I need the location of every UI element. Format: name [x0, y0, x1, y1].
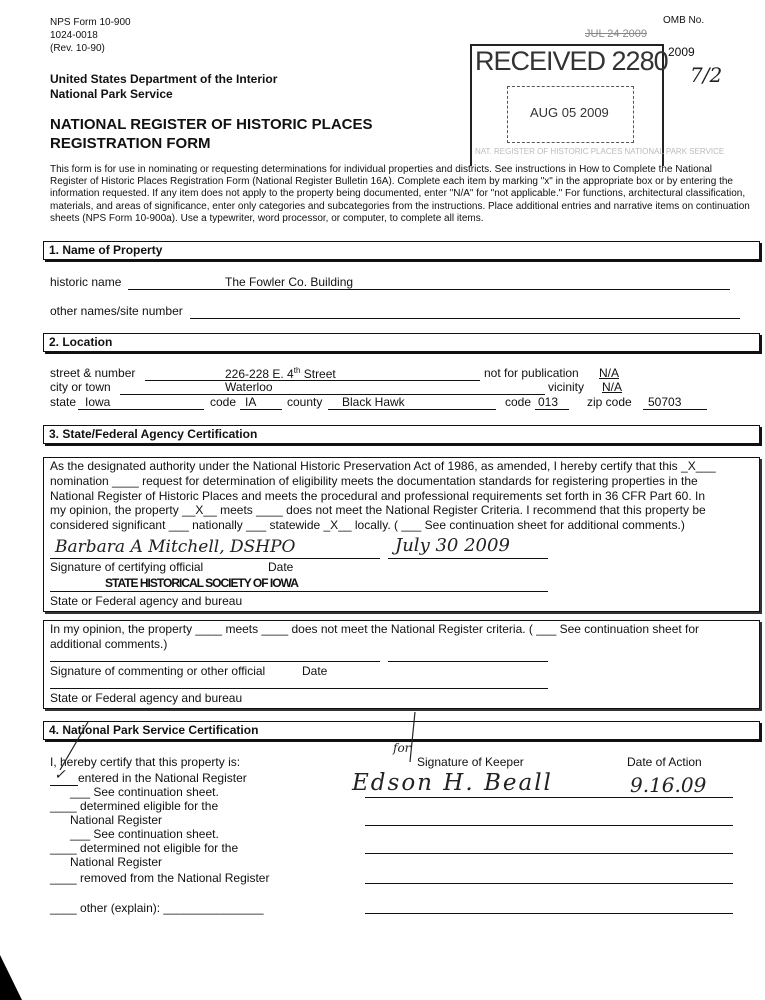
- comment-signature-label: Signature of commenting or other official: [50, 664, 266, 678]
- keeper-line[interactable]: [365, 913, 733, 914]
- comment-agency-field[interactable]: [50, 688, 548, 689]
- code-value: IA: [245, 395, 257, 409]
- see-continuation-1[interactable]: ___ See continuation sheet.: [70, 785, 219, 799]
- stamp-date: AUG 05 2009: [530, 105, 609, 120]
- agency-label: State or Federal agency and bureau: [50, 594, 243, 608]
- handwritten-number: 7/2: [690, 63, 723, 87]
- nps-intro: I, hereby certify that this property is:: [50, 755, 241, 769]
- department: United States Department of the Interior: [50, 72, 278, 86]
- pen-stroke-icon: [60, 712, 430, 772]
- date-label: Date: [268, 560, 294, 574]
- zip-value: 50703: [648, 395, 682, 409]
- section-title: 1. Name of Property: [49, 243, 163, 257]
- section-2-header: [43, 333, 760, 352]
- service: National Park Service: [50, 87, 173, 101]
- comment-agency-label: State or Federal agency and bureau: [50, 691, 243, 705]
- comment-signature-field[interactable]: [50, 661, 380, 662]
- keeper-line[interactable]: [365, 825, 733, 826]
- county-code-label: code: [505, 395, 532, 409]
- state-value: Iowa: [85, 395, 111, 409]
- county-code-value: 013: [538, 395, 559, 409]
- nr-label-2: National Register: [70, 855, 163, 869]
- form-subtitle: REGISTRATION FORM: [50, 135, 211, 152]
- form-title: NATIONAL REGISTER OF HISTORIC PLACES: [50, 116, 373, 133]
- other-names-label: other names/site number: [50, 304, 183, 318]
- section-1-header: [43, 241, 760, 260]
- code-field[interactable]: [240, 409, 282, 410]
- zip-field[interactable]: [643, 409, 707, 410]
- street-label: street & number: [50, 366, 136, 380]
- keeper-line[interactable]: [365, 853, 733, 854]
- state-label: state: [50, 395, 77, 409]
- certifying-signature: Barbara A Mitchell, DSHPO: [55, 537, 296, 557]
- section-title: 4. National Park Service Certification: [49, 723, 259, 737]
- action-date-label: Date of Action: [627, 755, 702, 769]
- check-mark-icon: ✓: [54, 767, 66, 783]
- comment-date-field[interactable]: [388, 661, 548, 662]
- historic-name-label: historic name: [50, 275, 122, 289]
- see-continuation-2[interactable]: ___ See continuation sheet.: [70, 827, 219, 841]
- comment-date-label: Date: [302, 664, 328, 678]
- agency-stamp: STATE HISTORICAL SOCIETY OF IOWA: [105, 576, 298, 590]
- comment-text: In my opinion, the property ____ meets ____ does not meet the National Register criteria. ( ___ See continuation sheet for additional comments.): [50, 622, 700, 651]
- vicinity-label: vicinity: [548, 380, 585, 394]
- stamp-footer: NAT. REGISTER OF HISTORIC PLACES NATIONAL PARK SERVICE: [475, 147, 725, 156]
- omb-code: 1024-0018: [50, 30, 98, 41]
- certifying-date: July 30 2009: [395, 535, 510, 556]
- crossed-date: JUL 24 2009: [585, 28, 647, 40]
- stamp-year: 2009: [668, 45, 695, 59]
- section-title: 3. State/Federal Agency Certification: [49, 427, 258, 441]
- county-code-field[interactable]: [535, 409, 569, 410]
- historic-name-field[interactable]: [128, 289, 730, 290]
- revision: (Rev. 10-90): [50, 43, 105, 54]
- vicinity-value[interactable]: N/A: [601, 380, 622, 394]
- received-text: RECEIVED 2280: [475, 46, 668, 76]
- keeper-signature: Edson H. Beall: [352, 770, 553, 796]
- nfp-value[interactable]: N/A: [598, 366, 619, 380]
- keeper-line[interactable]: [365, 883, 733, 884]
- not-eligible-option[interactable]: ____ determined not eligible for the: [50, 841, 239, 855]
- omb-label: OMB No.: [663, 15, 705, 26]
- stamp-date-box: [507, 86, 634, 143]
- city-label: city or town: [50, 380, 111, 394]
- other-names-field[interactable]: [190, 318, 740, 319]
- city-value: Waterloo: [225, 380, 273, 394]
- corner-triangle-icon: [0, 955, 22, 1000]
- city-field[interactable]: [120, 394, 545, 395]
- section-title: 2. Location: [49, 335, 113, 349]
- nfp-label: not for publication: [484, 366, 579, 380]
- historic-name-value: The Fowler Co. Building: [225, 275, 354, 289]
- state-field[interactable]: [78, 409, 204, 410]
- county-label: county: [287, 395, 323, 409]
- keeper-label: Signature of Keeper: [417, 755, 524, 769]
- nr-label-1: National Register: [70, 813, 163, 827]
- entered-option[interactable]: ✓ entered in the National Register: [50, 771, 247, 786]
- street-value: 226-228 E. 4th Street: [225, 366, 336, 381]
- signature-label: Signature of certifying official: [50, 560, 204, 574]
- county-field[interactable]: [328, 409, 496, 410]
- section-3-header: [43, 425, 760, 444]
- instructions: This form is for use in nominating or requesting determinations for individual properties and districts. See instructions in How to Complete the National Register of Historic Places Registration Form (National Register Bulletin 16A). Complete each item by marking "x" in the appropriate box or by entering the information requested. If any item does not apply to the property being documented, enter "N/A" for "not applicable." For functions, architectural classification, materials, and areas of significance, enter only categories and subcategories from the instructions. Place additional entries and narrative items on continuation sheets (NPS Form 10-900a). Use a typewriter, word processor, or computer, to complete all items.: [50, 164, 750, 224]
- form-number: NPS Form 10-900: [50, 17, 131, 28]
- eligible-option[interactable]: ____ determined eligible for the: [50, 799, 219, 813]
- code-label: code: [210, 395, 237, 409]
- zip-label: zip code: [587, 395, 632, 409]
- county-value: Black Hawk: [342, 395, 405, 409]
- for-annotation: for: [393, 741, 411, 755]
- certification-text: As the designated authority under the National Historic Preservation Act of 1986, as amended, I hereby certify that this _X___ nomination ____ request for determination of eligibility meets the documentation standards for registering properties in the National Register of Historic Places and meets the procedural and professional requirements set forth in 36 CFR Part 60. In my opinion, the property __X__ meets ____ does not meet the National Register Criteria. I recommend that this property be considered significant ___ nationally ___ statewide _X__ locally. ( ___ See continuation sheet for additional comments.): [50, 459, 716, 533]
- action-date: 9.16.09: [630, 773, 707, 797]
- removed-option[interactable]: ____ removed from the National Register: [50, 871, 270, 885]
- other-option[interactable]: ____ other (explain): _______________: [50, 901, 264, 915]
